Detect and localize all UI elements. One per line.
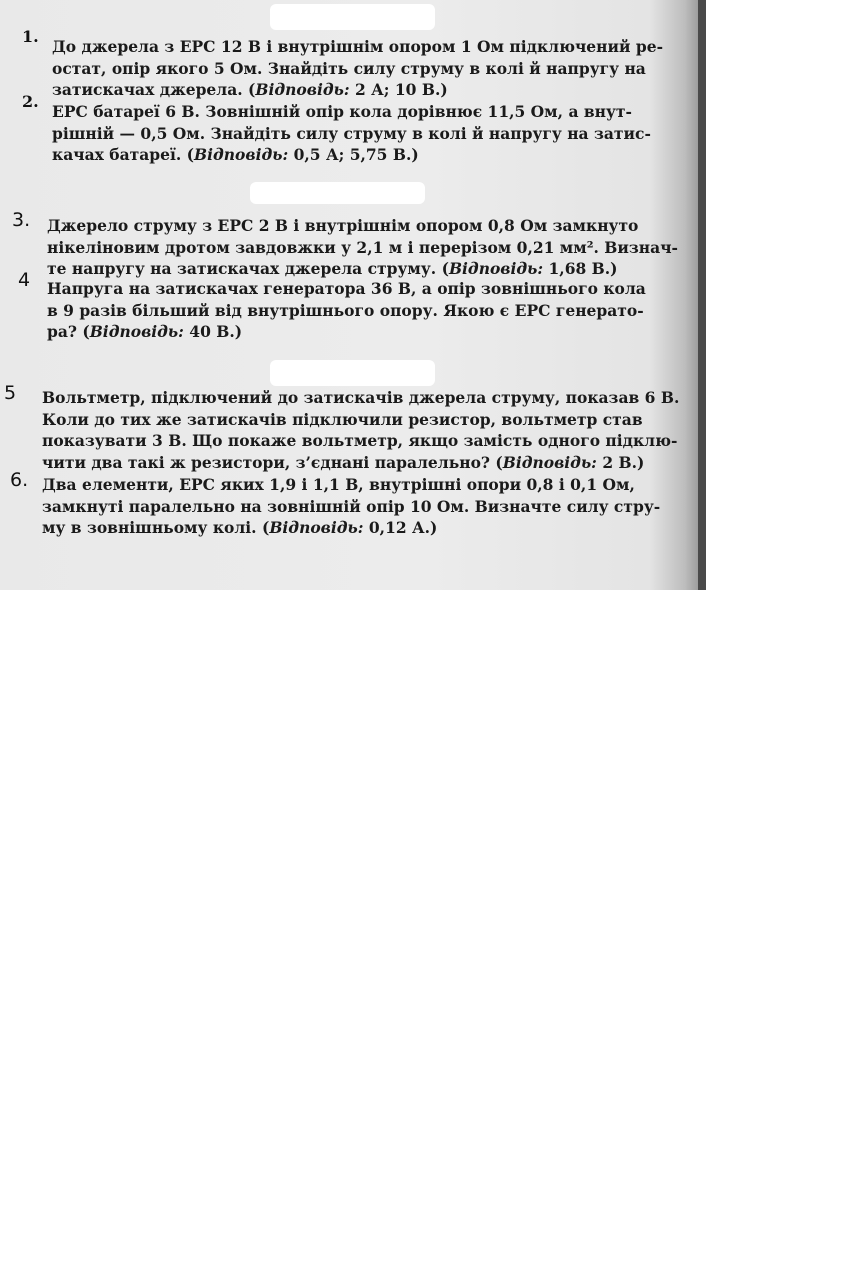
erased-heading: [270, 360, 435, 386]
problem-number: 3.: [12, 209, 31, 231]
answer-value: 1,68 В.): [548, 259, 618, 278]
problem-line: качах батареї. (Відповідь: 0,5 А; 5,75 В.): [52, 145, 419, 164]
problem-line: му в зовнішньому колі. (Відповідь: 0,12 А.): [42, 518, 438, 537]
problem-line: нікеліновим дротом завдовжки у 2,1 м і перерізом 0,21 мм². Визнач-: [47, 237, 678, 257]
problem-line: ра? (Відповідь: 40 В.): [47, 322, 243, 341]
answer-label: Відповідь:: [502, 452, 597, 472]
problem-2: [52, 101, 692, 166]
answer-value: 0,5 А; 5,75 В.): [293, 145, 419, 164]
answer-label: Відповідь:: [269, 518, 364, 537]
problem-1: [52, 36, 692, 101]
problem-line: Два елементи, ЕРС яких 1,9 і 1,1 В, внутрішні опори 0,8 і 0,1 Ом,: [42, 475, 635, 494]
problem-number: 5: [4, 382, 17, 404]
problem-number: 1.: [22, 27, 39, 46]
problem-line: остат, опір якого 5 Ом. Знайдіть силу струму в колі й напругу на: [52, 58, 646, 78]
answer-label: Відповідь:: [448, 259, 544, 278]
problem-line: те напругу на затискачах джерела струму. (Відповідь: 1,68 В.): [47, 259, 618, 278]
problem-line: Вольтметр, підключений до затискачів джерела струму, показав 6 В.: [42, 388, 680, 407]
problem-line: Джерело струму з ЕРС 2 В і внутрішнім опором 0,8 Ом замкнуто: [47, 216, 639, 235]
problem-line: рішній — 0,5 Ом. Знайдіть силу струму в колі й напругу на затис-: [52, 123, 651, 143]
page-binding-edge: [698, 0, 706, 590]
problem-number: 2.: [22, 92, 39, 111]
erased-heading: [270, 4, 435, 30]
answer-label: Відповідь:: [194, 145, 289, 164]
problem-number: 4: [18, 269, 31, 291]
problem-5: [42, 387, 692, 473]
problem-4: [47, 278, 692, 343]
answer-label: Відповідь:: [89, 322, 184, 341]
problem-number: 6.: [10, 469, 29, 491]
problem-6: [42, 474, 692, 539]
answer-value: 2 А; 10 В.): [354, 80, 448, 99]
problem-line: в 9 разів більший від внутрішнього опору. Якою є ЕРС генерато-: [47, 300, 644, 320]
answer-value: 40 В.): [189, 322, 243, 341]
problem-line: замкнуті паралельно на зовнішній опір 10 Ом. Визначте силу стру-: [42, 496, 661, 516]
problem-line: Коли до тих же затискачів підключили резистор, вольтметр став: [42, 409, 643, 429]
problem-line: затискачах джерела. (Відповідь: 2 А; 10 В.): [52, 80, 448, 99]
answer-value: 0,12 А.): [368, 518, 438, 537]
problem-line: чити два такі ж резистори, з’єднані паралельно? (Відповідь: 2 В.): [42, 452, 645, 472]
problem-line: показувати 3 В. Що покаже вольтметр, якщо замість одного підклю-: [42, 431, 678, 450]
answer-value: 2 В.): [602, 452, 645, 472]
problem-line: ЕРС батареї 6 В. Зовнішній опір кола дорівнює 11,5 Ом, а внут-: [52, 102, 632, 121]
erased-heading: [250, 182, 425, 204]
problem-line: До джерела з ЕРС 12 В і внутрішнім опором 1 Ом підключений ре-: [52, 37, 664, 56]
problem-line: Напруга на затискачах генератора 36 В, а опір зовнішнього кола: [47, 279, 646, 298]
answer-label: Відповідь:: [255, 80, 350, 99]
problem-3: [47, 215, 692, 280]
